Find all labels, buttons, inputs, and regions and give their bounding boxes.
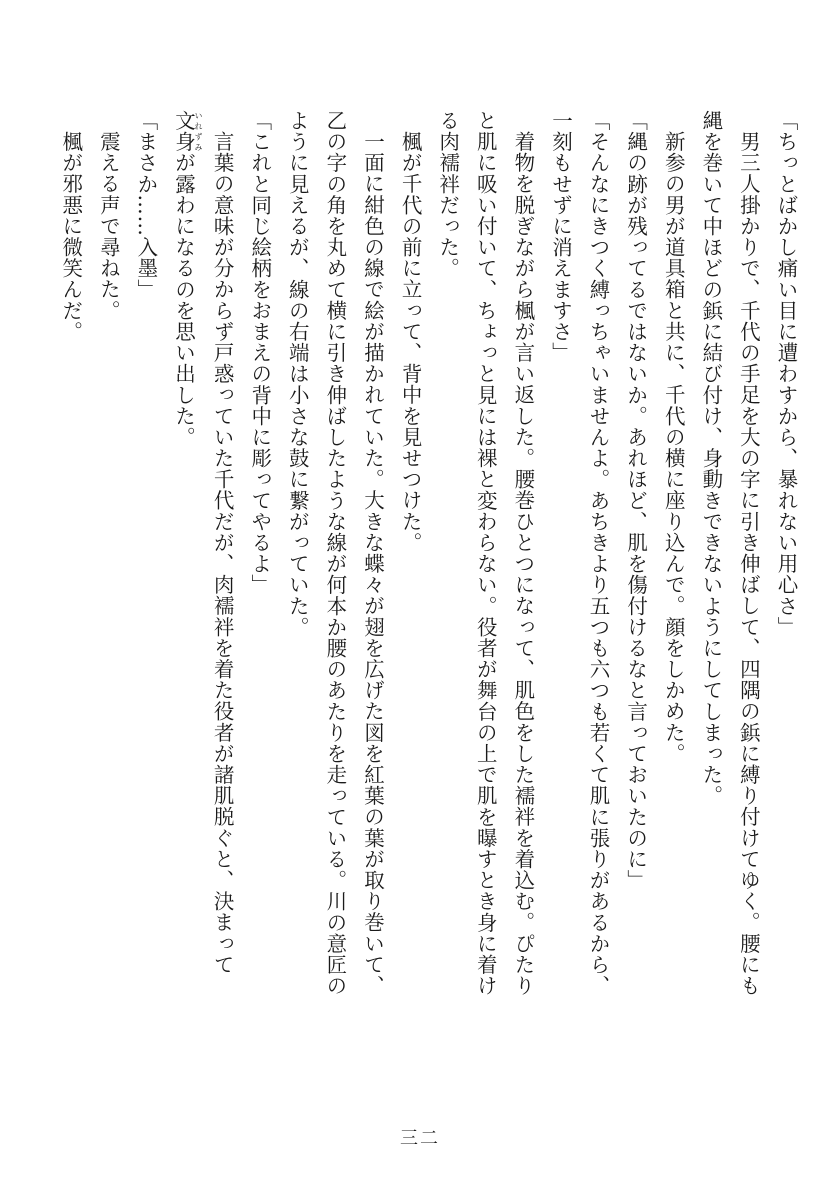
page-number: 三二 [400, 1128, 440, 1149]
text-line-15: 「これと同じ絵柄をおまえの背中に彫ってやるよ」 [247, 110, 272, 596]
text-line-12: 一面に紺色の線で絵が描かれていた。大きな蝶々が翅を広げた図を紅葉の葉が取り巻いて、 [360, 130, 385, 996]
text-line-14: ように見えるが、線の右端は小さな鼓に繋がっていた。 [285, 110, 310, 638]
text-line-20: 楓が邪悪に微笑んだ。 [58, 130, 83, 342]
text-line-9: と肌に吸い付いて、ちょっと見には裸と変わらない。役者が舞台の上で肌を曝すとき身に着け [473, 110, 498, 997]
text-line-17-ruby [164, 110, 203, 1030]
text-line-18: 「まさか……入墨」 [133, 110, 158, 300]
ruby-reading: いれずみ [194, 110, 203, 153]
text-line-3: 縄を巻いて中ほどの鋲に結び付け、身動きできないようにしてしまった。 [698, 110, 723, 807]
text-line-10: る肉襦袢だった。 [435, 110, 460, 279]
text-line-4: 新参の男が道具箱と共に、千代の横に座り込んで。顔をしかめた。 [661, 130, 686, 764]
text-line-1: 「ちっとばかし痛い目に遭わすから、暴れない用心さ」 [774, 110, 798, 638]
text-line-7: 一刻もせずに消えますさ」 [548, 110, 573, 364]
ruby-base: 文身 [171, 110, 196, 153]
vertical-text-block [24, 110, 804, 1030]
text-line-8: 着物を脱ぎながら楓が言い返した。腰巻ひとつになって、肌色をした襦袢を着込む。ぴたり [510, 130, 535, 996]
text-line-5: 「縄の跡が残ってるではないか。あれほど、肌を傷付けるなと言っておいたのに」 [623, 110, 648, 891]
text-line-13: 乙の字の角を丸めて横に引き伸ばしたような線が何本か腰のあたりを走っている。川の意匠の [322, 110, 347, 997]
text-line-2: 男三人掛かりで、千代の手足を大の字に引き伸ばして、四隅の鋲に縛り付けてゆく。腰にも [736, 130, 761, 996]
ruby-irezumi [171, 110, 203, 153]
ruby-line-rest: が露わになるのを思い出した。 [171, 152, 196, 448]
text-line-6: 「そんなにきつく縛っちゃいませんよ。あちきより五つも六つも若くて肌に張りがあるから、 [586, 110, 611, 997]
text-line-19: 震える声で尋ねた。 [96, 130, 121, 321]
text-line-11: 楓が千代の前に立って、背中を見せつけた。 [398, 130, 423, 553]
text-line-16: 言葉の意味が分からず戸惑っていた千代だが、肉襦袢を着た役者が諸肌脱ぐと、決まって [210, 130, 235, 975]
